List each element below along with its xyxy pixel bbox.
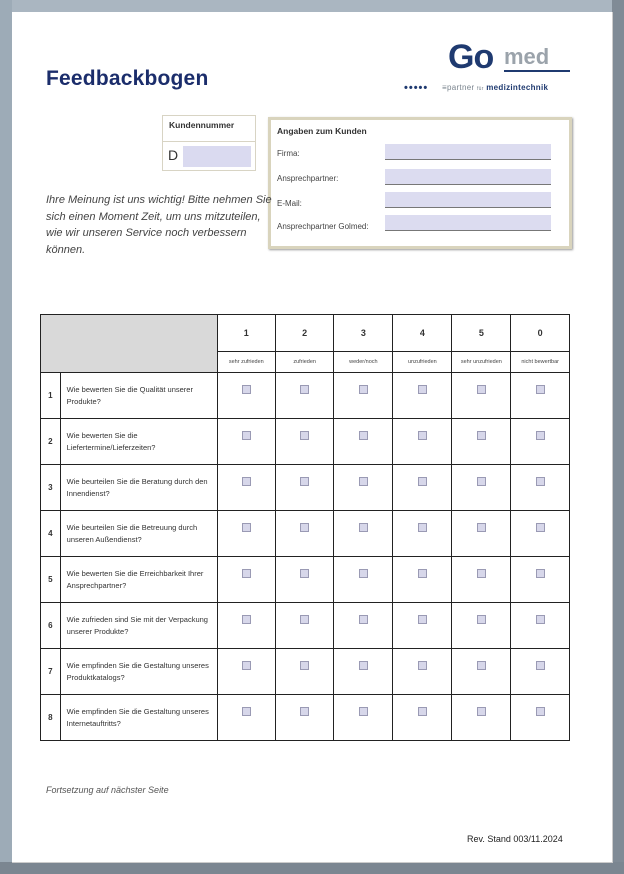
rating-checkbox[interactable]	[536, 569, 545, 578]
rating-checkbox[interactable]	[359, 523, 368, 532]
customer-number-box	[162, 115, 256, 171]
rating-checkbox[interactable]	[300, 431, 309, 440]
logo-underline	[504, 70, 570, 72]
rating-cell	[393, 649, 452, 695]
rating-checkbox[interactable]	[359, 615, 368, 624]
rating-checkbox[interactable]	[477, 477, 486, 486]
question-text: Wie empfinden Sie die Gestaltung unseres Internetauftritts?	[60, 695, 217, 741]
question-text: Wie bewerten Sie die Liefertermine/Lieferzeiten?	[60, 419, 217, 465]
scale-label: weder/noch	[334, 352, 393, 373]
rating-cell	[452, 511, 511, 557]
rating-checkbox[interactable]	[242, 615, 251, 624]
question-text: Wie empfinden Sie die Gestaltung unseres Produktkatalogs?	[60, 649, 217, 695]
rating-cell	[452, 603, 511, 649]
rating-checkbox[interactable]	[359, 707, 368, 716]
question-number: 5	[41, 557, 61, 603]
rating-checkbox[interactable]	[536, 477, 545, 486]
scale-value: 3	[334, 315, 393, 352]
question-row	[41, 511, 570, 557]
customer-number-input[interactable]	[183, 146, 251, 167]
rating-checkbox[interactable]	[300, 523, 309, 532]
rating-checkbox[interactable]	[418, 707, 427, 716]
rating-checkbox[interactable]	[536, 707, 545, 716]
rating-cell	[275, 557, 333, 603]
rating-cell	[452, 465, 511, 511]
scale-number-row	[41, 315, 570, 352]
rating-cell	[217, 419, 275, 465]
question-number: 4	[41, 511, 61, 557]
rating-checkbox[interactable]	[477, 615, 486, 624]
scale-value: 5	[452, 315, 511, 352]
question-text: Wie bewerten Sie die Qualität unserer Produkte?	[60, 373, 217, 419]
rating-checkbox[interactable]	[300, 569, 309, 578]
rating-cell	[334, 603, 393, 649]
rating-cell	[275, 603, 333, 649]
rating-cell	[511, 373, 570, 419]
rating-checkbox[interactable]	[359, 477, 368, 486]
question-number: 6	[41, 603, 61, 649]
rating-cell	[275, 649, 333, 695]
scale-value: 4	[393, 315, 452, 352]
logo-tagline-prefix: ≡partner	[442, 83, 475, 92]
logo-tagline-small: für	[476, 86, 484, 92]
rating-checkbox[interactable]	[477, 661, 486, 670]
viewer-frame-bottom	[0, 862, 624, 874]
customer-number-divider	[163, 141, 255, 142]
question-number: 3	[41, 465, 61, 511]
rating-cell	[393, 603, 452, 649]
rating-cell	[393, 465, 452, 511]
rating-cell	[393, 419, 452, 465]
question-row	[41, 419, 570, 465]
rating-cell	[334, 695, 393, 741]
rating-checkbox[interactable]	[359, 661, 368, 670]
rating-checkbox[interactable]	[242, 707, 251, 716]
viewer-frame-top	[0, 0, 624, 12]
golmed-contact-input[interactable]	[385, 215, 551, 231]
rating-cell	[217, 603, 275, 649]
email-label: E-Mail:	[277, 199, 302, 208]
rating-table	[40, 314, 570, 741]
document-page	[12, 12, 613, 863]
rating-cell	[452, 373, 511, 419]
rating-cell	[275, 695, 333, 741]
rating-cell	[511, 511, 570, 557]
question-row	[41, 649, 570, 695]
rating-cell	[334, 649, 393, 695]
scale-label: zufrieden	[275, 352, 333, 373]
rating-cell	[334, 465, 393, 511]
rating-checkbox[interactable]	[242, 431, 251, 440]
rating-cell	[217, 649, 275, 695]
logo-dots: •••••	[404, 82, 429, 94]
question-text: Wie beurteilen Sie die Beratung durch den Innendienst?	[60, 465, 217, 511]
revision-stamp: Rev. Stand 003/11.2024	[467, 834, 563, 844]
rating-checkbox[interactable]	[300, 385, 309, 394]
rating-checkbox[interactable]	[418, 477, 427, 486]
rating-cell	[217, 465, 275, 511]
viewer-frame-right	[612, 0, 624, 874]
email-input[interactable]	[385, 192, 551, 208]
rating-checkbox[interactable]	[418, 431, 427, 440]
rating-checkbox[interactable]	[300, 477, 309, 486]
question-text: Wie zufrieden sind Sie mit der Verpackung unserer Produkte?	[60, 603, 217, 649]
rating-cell	[511, 465, 570, 511]
rating-checkbox[interactable]	[418, 661, 427, 670]
question-number: 2	[41, 419, 61, 465]
rating-checkbox[interactable]	[359, 431, 368, 440]
customer-number-prefix: D	[168, 147, 179, 163]
rating-cell	[275, 465, 333, 511]
question-text: Wie bewerten Sie die Erreichbarkeit Ihrer Ansprechpartner?	[60, 557, 217, 603]
rating-cell	[393, 695, 452, 741]
rating-checkbox[interactable]	[359, 569, 368, 578]
rating-cell	[275, 419, 333, 465]
rating-checkbox[interactable]	[536, 615, 545, 624]
scale-value: 2	[275, 315, 333, 352]
rating-cell	[452, 557, 511, 603]
rating-checkbox[interactable]	[477, 523, 486, 532]
rating-checkbox[interactable]	[300, 707, 309, 716]
question-row	[41, 695, 570, 741]
rating-cell	[452, 649, 511, 695]
question-number: 7	[41, 649, 61, 695]
rating-cell	[393, 373, 452, 419]
rating-cell	[511, 695, 570, 741]
scale-label: unzufrieden	[393, 352, 452, 373]
rating-cell	[217, 695, 275, 741]
rating-cell	[334, 557, 393, 603]
rating-checkbox[interactable]	[536, 523, 545, 532]
customer-info-title: Angaben zum Kunden	[277, 126, 367, 136]
rating-checkbox[interactable]	[418, 615, 427, 624]
intro-text: Ihre Meinung ist uns wichtig! Bitte nehmen Sie sich einen Moment Zeit, um uns mitzuteilen, wie wir unseren Service noch verbessern können.	[46, 194, 272, 256]
rating-cell	[511, 603, 570, 649]
rating-checkbox[interactable]	[242, 477, 251, 486]
rating-checkbox[interactable]	[300, 615, 309, 624]
rating-cell	[275, 373, 333, 419]
rating-cell	[452, 419, 511, 465]
contact-person-input[interactable]	[385, 169, 551, 185]
logo-tagline	[442, 83, 548, 92]
contact-person-label: Ansprechpartner:	[277, 174, 339, 183]
rating-checkbox[interactable]	[477, 385, 486, 394]
rating-checkbox[interactable]	[418, 523, 427, 532]
rating-cell	[217, 511, 275, 557]
rating-checkbox[interactable]	[477, 569, 486, 578]
viewer-frame-left	[0, 0, 12, 874]
logo-primary: Go	[448, 38, 494, 76]
question-number: 1	[41, 373, 61, 419]
scale-value: 0	[511, 315, 570, 352]
scale-value: 1	[217, 315, 275, 352]
rating-cell	[217, 557, 275, 603]
rating-cell	[511, 649, 570, 695]
question-row	[41, 465, 570, 511]
rating-cell	[275, 511, 333, 557]
rating-cell	[511, 419, 570, 465]
page-title: Feedbackbogen	[46, 67, 209, 90]
rating-checkbox[interactable]	[536, 661, 545, 670]
logo-secondary: med	[504, 44, 550, 69]
scale-label: sehr unzufrieden	[452, 352, 511, 373]
logo-tagline-suffix: medizintechnik	[486, 83, 549, 92]
company-input[interactable]	[385, 144, 551, 160]
rating-checkbox[interactable]	[536, 385, 545, 394]
question-row	[41, 373, 570, 419]
rating-cell	[334, 419, 393, 465]
customer-info-box	[268, 117, 572, 249]
rating-cell	[334, 373, 393, 419]
rating-cell	[511, 557, 570, 603]
rating-checkbox[interactable]	[300, 661, 309, 670]
customer-number-label: Kundennummer	[169, 120, 235, 130]
rating-checkbox[interactable]	[242, 523, 251, 532]
golmed-contact-label: Ansprechpartner Golmed:	[277, 222, 369, 231]
rating-cell	[393, 511, 452, 557]
continuation-note: Fortsetzung auf nächster Seite	[46, 785, 169, 795]
rating-checkbox[interactable]	[359, 385, 368, 394]
rating-cell	[393, 557, 452, 603]
rating-cell	[217, 373, 275, 419]
rating-checkbox[interactable]	[242, 385, 251, 394]
rating-checkbox[interactable]	[477, 431, 486, 440]
company-label: Firma:	[277, 149, 300, 158]
rating-checkbox[interactable]	[477, 707, 486, 716]
question-row	[41, 603, 570, 649]
rating-checkbox[interactable]	[418, 569, 427, 578]
rating-cell	[334, 511, 393, 557]
question-text: Wie beurteilen Sie die Betreuung durch unseren Außendienst?	[60, 511, 217, 557]
question-row	[41, 557, 570, 603]
scale-label: sehr zufrieden	[217, 352, 275, 373]
rating-cell	[452, 695, 511, 741]
rating-checkbox[interactable]	[418, 385, 427, 394]
question-number: 8	[41, 695, 61, 741]
rating-checkbox[interactable]	[242, 569, 251, 578]
table-corner-cell	[41, 315, 218, 373]
scale-label: nicht bewertbar	[511, 352, 570, 373]
rating-checkbox[interactable]	[536, 431, 545, 440]
rating-checkbox[interactable]	[242, 661, 251, 670]
company-logo	[404, 38, 574, 102]
